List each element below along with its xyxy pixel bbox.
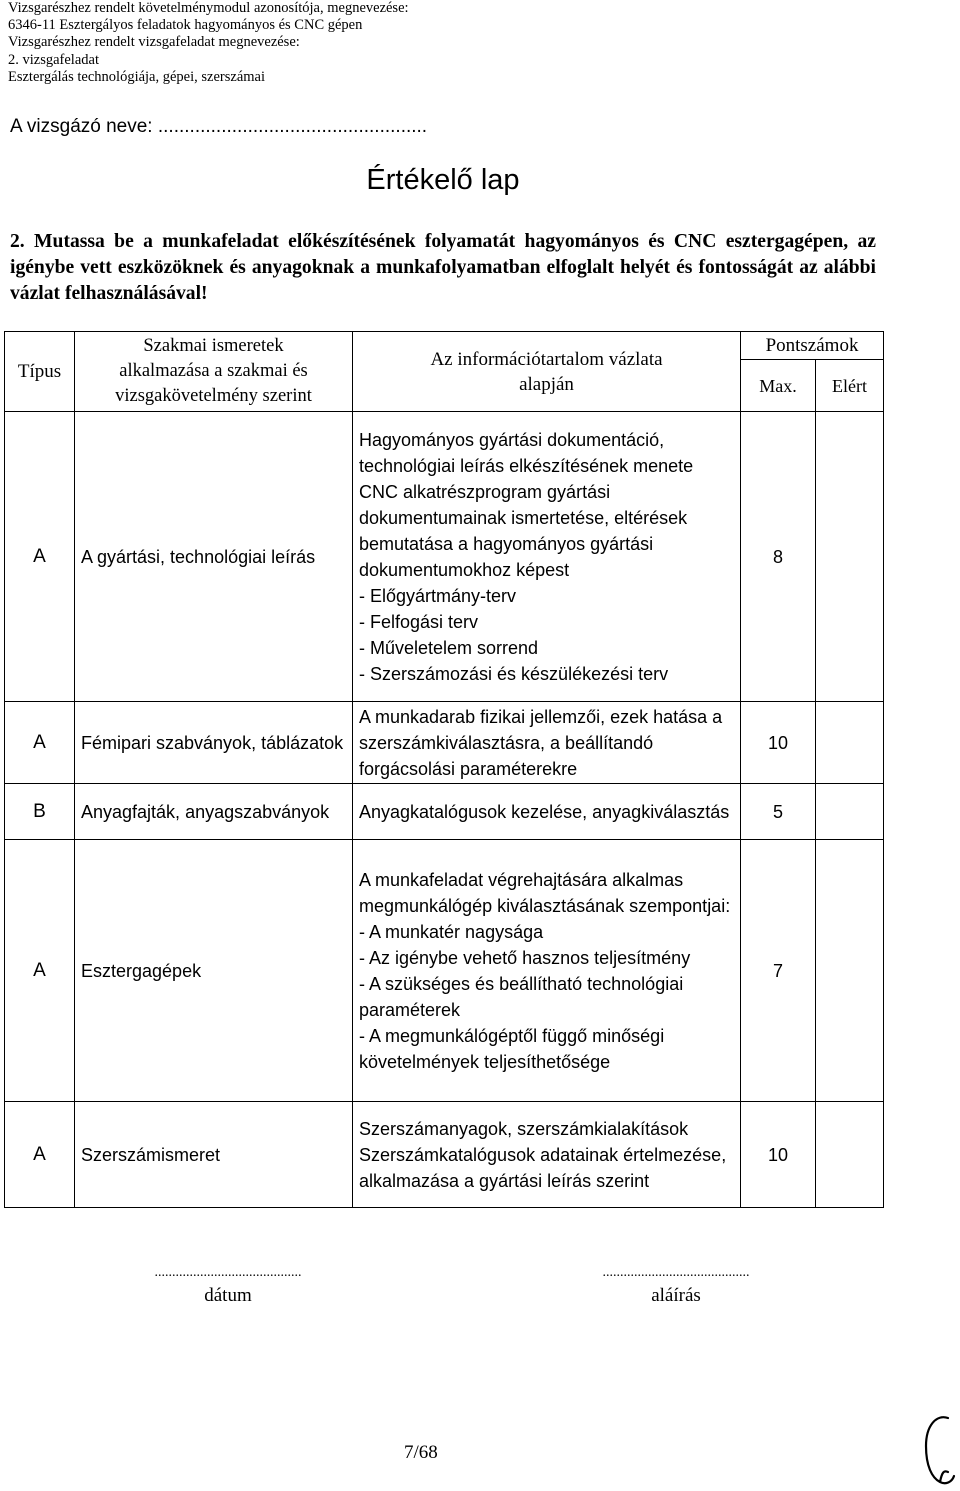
row-type: B (5, 784, 75, 840)
row-skill: Esztergagépek (75, 840, 353, 1102)
row-info (353, 702, 741, 784)
info-line: - A szükséges és beállítható technológiai paraméterek (359, 973, 684, 1020)
header-line: Esztergálás technológiája, gépei, szerszámai (8, 68, 265, 85)
header-line: Vizsgarészhez rendelt vizsgafeladat megnevezése: (8, 34, 300, 51)
row-skill: A gyártási, technológiai leírás (75, 412, 353, 702)
row-info (353, 1102, 741, 1208)
header-type (5, 332, 75, 412)
table-row (5, 840, 884, 1102)
info-line: Hagyományos gyártási dokumentáció, technológiai leírás elkészítésének menete (359, 429, 694, 476)
header-max (741, 360, 816, 412)
header-points (741, 332, 884, 360)
info-line: Szerszámkatalógusok adatainak értelmezése, alkalmazása a gyártási leírás szerint (359, 1144, 727, 1191)
row-max-points: 7 (741, 840, 816, 1102)
row-achieved-points[interactable] (816, 1102, 884, 1208)
date-label: dátum (204, 1285, 252, 1306)
header-skill (75, 332, 353, 412)
info-line: CNC alkatrészprogram gyártási dokumentumainak ismertetése, eltérések bemutatása a hagyományos gyártási dokumentumokhoz képest (359, 481, 688, 580)
header-achieved (816, 360, 884, 412)
header-points-label: Pontszámok (765, 334, 859, 356)
info-line: - Felfogási terv (359, 611, 479, 632)
page-number: 7/68 (404, 1442, 438, 1463)
info-line: - Az igénybe vehető hasznos teljesítmény (359, 947, 691, 968)
info-line: - A munkatér nagysága (359, 921, 544, 942)
row-max-points: 10 (741, 702, 816, 784)
table-row (5, 784, 884, 840)
header-line: Vizsgarészhez rendelt követelménymodul azonosítója, megnevezése: (8, 0, 409, 16)
row-type: A (5, 840, 75, 1102)
row-skill: Szerszámismeret (75, 1102, 353, 1208)
header-skill-line: vizsgakövetelmény szerint (115, 386, 312, 406)
date-block (88, 1265, 368, 1307)
row-info (353, 412, 741, 702)
info-line: - Előgyártmány-terv (359, 585, 517, 606)
header-max-label: Max. (759, 375, 797, 396)
examinee-name-field: A vizsgázó neve: ................................................... (10, 116, 428, 137)
signature-label: aláírás (651, 1285, 701, 1306)
row-info (353, 840, 741, 1102)
header-line: 2. vizsgafeladat (8, 51, 99, 68)
document-header (8, 0, 409, 86)
info-line: Anyagkatalógusok kezelése, anyagkiválasztás (359, 801, 730, 822)
task-description: 2. Mutassa be a munkafeladat előkészítésének folyamatát hagyományos és CNC esztergagépen, az igénybe vett eszközöknek és anyagoknak a munkafolyamatban elfoglalt helyét és fontosságát az alábbi vázlat felhasználásával! (10, 231, 876, 304)
table-row (5, 702, 884, 784)
info-line: A munkafeladat végrehajtására alkalmas megmunkálógép kiválasztásának szempontjai: (359, 869, 731, 916)
signature-block (536, 1265, 816, 1307)
row-type: A (5, 702, 75, 784)
row-max-points: 5 (741, 784, 816, 840)
row-type: A (5, 412, 75, 702)
header-line: 6346-11 Esztergályos feladatok hagyományos és CNC gépen (8, 17, 363, 34)
row-achieved-points[interactable] (816, 412, 884, 702)
table-row (5, 1102, 884, 1208)
header-info-line: alapján (519, 373, 574, 395)
page-title: Értékelő lap (366, 164, 520, 196)
row-skill: Anyagfajták, anyagszabványok (75, 784, 353, 840)
table-header-row (5, 332, 884, 360)
date-dots: .......................................... (154, 1265, 302, 1280)
info-line: Szerszámanyagok, szerszámkialakítások (359, 1118, 689, 1139)
info-line: - A megmunkálógéptől függő minőségi követelmények teljesíthetősége (359, 1025, 665, 1072)
row-type: A (5, 1102, 75, 1208)
row-max-points: 8 (741, 412, 816, 702)
header-achieved-label: Elért (832, 375, 867, 396)
info-line: - Szerszámozási és készülékezési terv (359, 663, 669, 684)
header-info-line: Az információtartalom vázlata (430, 348, 663, 370)
handwritten-signature-icon (918, 1412, 958, 1487)
header-skill-line: alkalmazása a szakmai és (119, 361, 308, 381)
evaluation-table (4, 331, 884, 1208)
header-type-label: Típus (17, 360, 62, 382)
info-line: A munkadarab fizikai jellemzői, ezek hatása a szerszámkiválasztásra, a beállítandó forgácsolási paraméterekre (359, 706, 723, 779)
table-row (5, 412, 884, 702)
row-achieved-points[interactable] (816, 784, 884, 840)
header-skill-line: Szakmai ismeretek (143, 336, 284, 356)
signature-dots: .......................................... (602, 1265, 750, 1280)
row-max-points: 10 (741, 1102, 816, 1208)
info-line: - Műveletelem sorrend (359, 637, 539, 658)
row-skill: Fémipari szabványok, táblázatok (75, 702, 353, 784)
header-info (353, 332, 741, 412)
row-achieved-points[interactable] (816, 702, 884, 784)
row-achieved-points[interactable] (816, 840, 884, 1102)
row-info (353, 784, 741, 840)
